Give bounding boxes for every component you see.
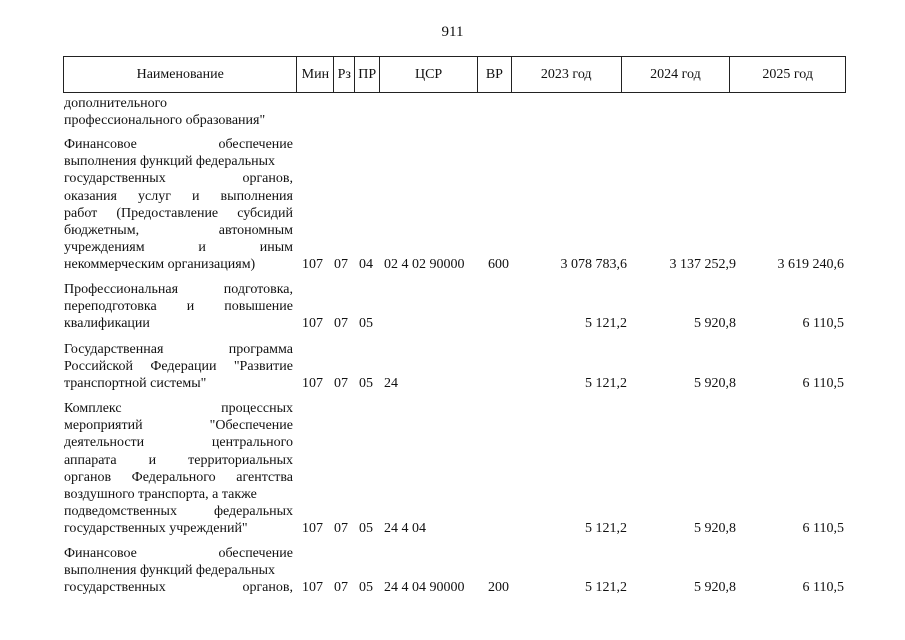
cell-min: 107	[302, 580, 323, 596]
cell-y2023: 5 121,2	[585, 376, 627, 392]
cell-y2024: 5 920,8	[694, 376, 736, 392]
table-row	[63, 136, 846, 274]
header-name: Наименование	[64, 57, 297, 92]
cell-csr: 02 4 02 90000	[384, 257, 465, 273]
cell-csr: 24 4 04 90000	[384, 580, 465, 596]
cell-y2023: 5 121,2	[585, 580, 627, 596]
table-row	[63, 341, 846, 393]
cell-pr: 04	[359, 257, 373, 273]
cell-vr: 600	[488, 257, 509, 273]
row-name-line: воздушного транспорта, а также	[64, 487, 257, 503]
row-name-line: переподготовка и повышение	[64, 299, 293, 315]
header-2025: 2025 год	[762, 66, 813, 82]
header-pr: ПР	[355, 57, 380, 92]
cell-y2023: 5 121,2	[585, 316, 627, 332]
cell-min: 107	[302, 257, 323, 273]
row-name-line: Российской Федерации "Развитие	[64, 359, 293, 375]
cell-pr: 05	[359, 580, 373, 596]
row-name	[64, 400, 293, 538]
header-min: Мин	[297, 57, 334, 92]
header-csr: ЦСР	[380, 57, 478, 92]
cell-y2025: 3 619 240,6	[777, 257, 844, 273]
table-header	[63, 56, 846, 93]
row-name-line: работ (Предоставление субсидий	[64, 205, 293, 221]
cell-rz: 07	[334, 316, 348, 332]
row-name-line: государственных органов,	[64, 171, 293, 187]
row-name-line: государственных органов,	[64, 580, 293, 596]
row-name-line: органов Федерального агентства	[64, 469, 293, 485]
cell-min: 107	[302, 316, 323, 332]
row-name-line: транспортной системы"	[64, 376, 207, 392]
row-name-line: бюджетным, автономным	[64, 223, 293, 239]
row-name-line: Финансовое обеспечение	[64, 546, 293, 561]
row-name-line: выполнения функций федеральных	[64, 154, 275, 170]
row-name	[64, 136, 293, 274]
row-name-line: оказания услуг и выполнения	[64, 188, 293, 204]
row-name-line: подведомственных федеральных	[64, 504, 293, 520]
row-name-line: профессионального образования"	[64, 113, 266, 129]
cell-y2025: 6 110,5	[802, 376, 844, 392]
header-rz: Рз	[334, 57, 355, 92]
row-name-line: некоммерческим организациям)	[64, 257, 256, 273]
row-name-line: Государственная программа	[64, 342, 293, 357]
cell-y2025: 6 110,5	[802, 521, 844, 537]
cell-y2024: 5 920,8	[694, 521, 736, 537]
row-name-line: Комплекс процессных	[64, 401, 293, 416]
cell-y2024: 5 920,8	[694, 316, 736, 332]
table-row	[63, 281, 846, 333]
cell-y2024: 5 920,8	[694, 580, 736, 596]
cell-y2025: 6 110,5	[802, 316, 844, 332]
cell-rz: 07	[334, 521, 348, 537]
cell-vr: 200	[488, 580, 509, 596]
row-name-line: Финансовое обеспечение	[64, 137, 293, 152]
cell-y2025: 6 110,5	[802, 580, 844, 596]
row-name-line: аппарата и территориальных	[64, 452, 293, 468]
row-name-line: квалификации	[64, 316, 150, 332]
row-name-line: деятельности центрального	[64, 435, 293, 451]
header-vr: ВР	[478, 57, 512, 92]
table-row	[63, 545, 846, 597]
cell-y2024: 3 137 252,9	[669, 257, 736, 273]
cell-pr: 05	[359, 316, 373, 332]
cell-csr: 24	[384, 376, 398, 392]
cell-min: 107	[302, 376, 323, 392]
cell-rz: 07	[334, 376, 348, 392]
row-name-line: мероприятий "Обеспечение	[64, 418, 293, 434]
cell-y2023: 5 121,2	[585, 521, 627, 537]
row-name-line: государственных учреждений"	[64, 521, 248, 537]
page-number: 911	[441, 24, 464, 40]
cell-pr: 05	[359, 376, 373, 392]
cell-pr: 05	[359, 521, 373, 537]
cell-min: 107	[302, 521, 323, 537]
row-name-line: дополнительного	[64, 96, 167, 111]
row-name-line: выполнения функций федеральных	[64, 563, 275, 579]
header-2024: 2024 год	[622, 57, 731, 92]
table-row	[63, 95, 846, 129]
cell-rz: 07	[334, 257, 348, 273]
header-2023: 2023 год	[512, 57, 622, 92]
row-name-line: Профессиональная подготовка,	[64, 282, 293, 297]
cell-y2023: 3 078 783,6	[560, 257, 627, 273]
cell-rz: 07	[334, 580, 348, 596]
cell-csr: 24 4 04	[384, 521, 426, 537]
table-row	[63, 400, 846, 538]
row-name-line: учреждениям и иным	[64, 240, 293, 256]
